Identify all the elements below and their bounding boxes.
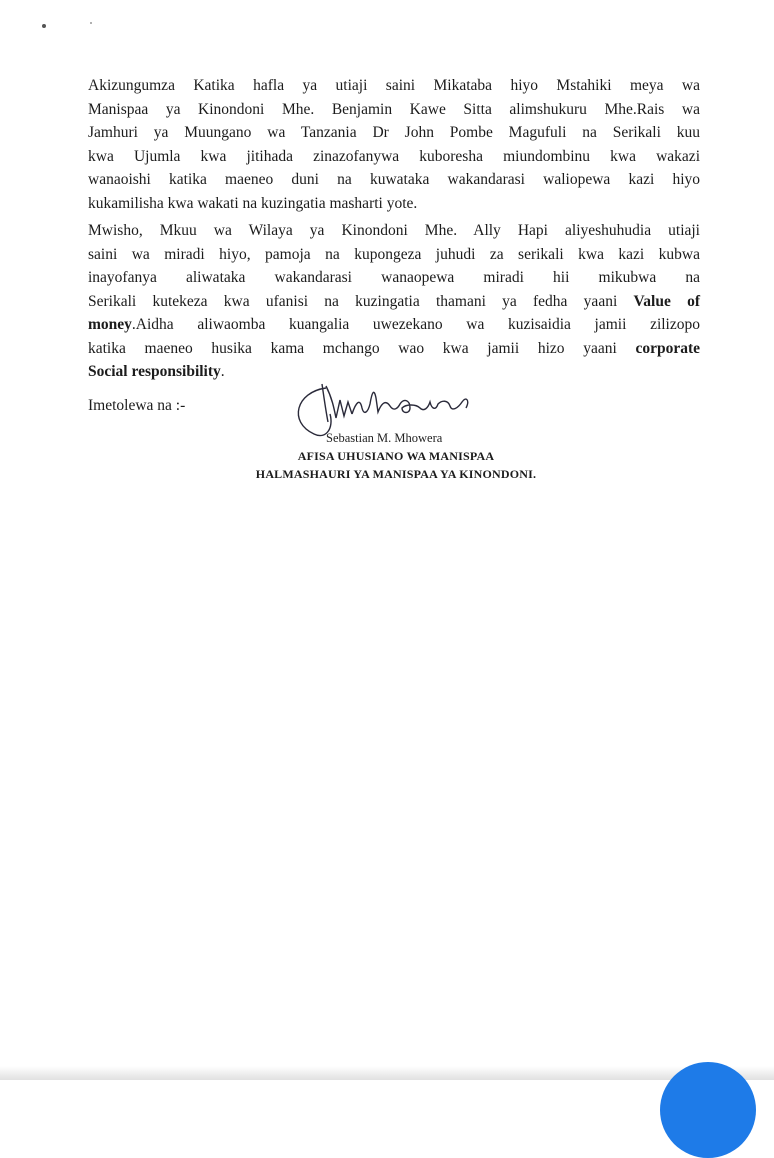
paragraph-line: saini wa miradi hiyo, pamoja na kupongeza juhudi za serikali kwa kazi kubwa [88,245,700,263]
paragraph-text: .Aidha aliwaomba kuangalia uwezekano wa kuzisaidia jamii zilizopo [131,316,700,333]
bold-phrase: Value of [633,292,700,310]
paragraph-line [88,337,700,361]
signatory-name: Sebastian M. Mhowera [326,431,443,445]
signatory-organization: HALMASHAURI YA MANISPAA YA KINONDONI. [255,467,537,481]
bold-phrase: Social responsibility [88,363,221,380]
paragraph-text: Serikali kutekeza kwa ufanisi na kuzingatia thamani ya fedha yaani [88,292,634,310]
paragraph-text: . [220,363,225,380]
scan-speck [42,24,46,28]
paragraph-mayor-remarks [88,74,700,215]
paragraph-line [88,290,700,314]
floating-action-button[interactable] [660,1062,756,1158]
paragraph-line: kukamilisha kwa wakati na kuzingatia masharti yote. [88,194,418,212]
paragraph-line: Akizungumza Katika hafla ya utiaji saini Mikataba hiyo Mstahiki meya wa [88,77,700,94]
paragraph-line: wanaoishi katika maeneo duni na kuwataka wakandarasi waliopewa kazi hiyo [88,171,700,188]
paragraph-text: katika maeneo husika kama mchango wao kwa jamii hizo yaani [88,339,636,357]
issued-by-label: Imetolewa na :- [88,397,186,414]
page-bottom-edge [0,1066,774,1080]
paragraph-line: inayofanya aliwataka wakandarasi wanaopewa miradi hii mikubwa na [88,269,700,286]
paragraph-line: Mwisho, Mkuu wa Wilaya ya Kinondoni Mhe. Ally Hapi aliyeshuhudia utiaji [88,222,700,239]
paragraph-line: kwa Ujumla kwa jitihada zinazofanywa kuboresha miundombinu kwa wakazi [88,147,700,165]
paragraph-district-commissioner-remarks [88,219,700,384]
bold-phrase: corporate [635,339,700,357]
scan-speck [90,22,92,24]
paragraph-line: Jamhuri ya Muungano wa Tanzania Dr John Pombe Magufuli na Serikali kuu [88,124,700,141]
bold-phrase: money [88,316,132,333]
signatory-title: AFISA UHUSIANO WA MANISPAA [297,449,495,463]
paragraph-line [88,313,700,337]
paragraph-line: Manispaa ya Kinondoni Mhe. Benjamin Kawe Sitta alimshukuru Mhe.Rais wa [88,100,700,118]
